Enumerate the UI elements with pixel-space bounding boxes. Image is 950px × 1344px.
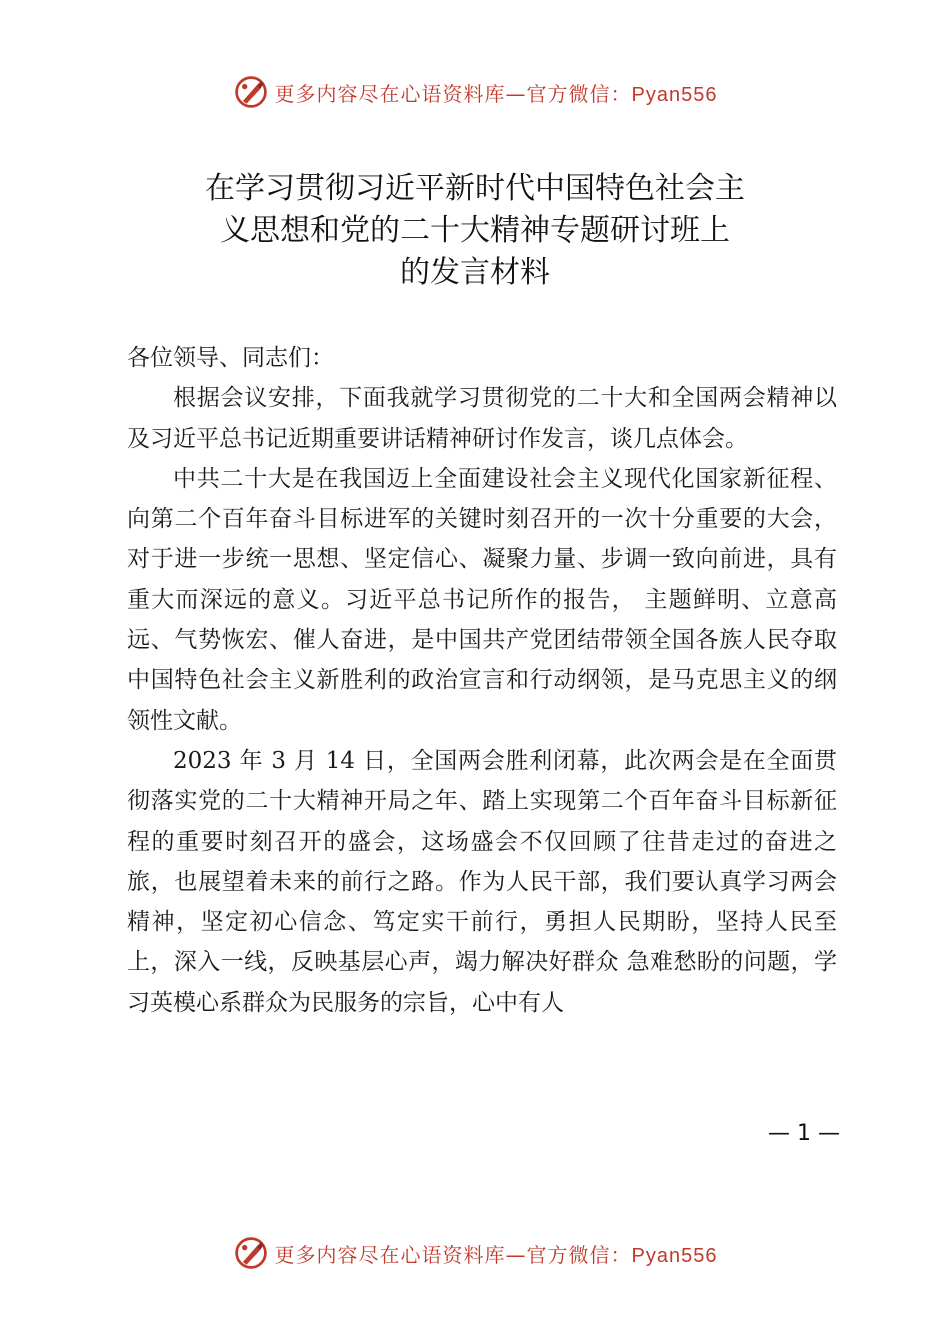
watermark-banner-bottom: [0, 1231, 950, 1275]
pen-nib-logo-icon: [233, 74, 269, 110]
title-line: 在学习贯彻习近平新时代中国特色社会主: [205, 171, 745, 206]
watermark-text: 更多内容尽在心语资料库—官方微信：Pyan556: [274, 81, 718, 106]
greeting: 各位领导、同志们：: [127, 345, 334, 371]
watermark-text: 更多内容尽在心语资料库—官方微信：Pyan556: [274, 1242, 718, 1267]
title-line: 义思想和党的二十大精神专题研讨班上: [220, 213, 730, 248]
paragraph: 2023 年 3 月 14 日，全国两会胜利闭幕，此次两会是在全面贯彻落实党的二十大精神开局之年、踏上实现第二个百年奋斗目标新征程的重要时刻召开的盛会，这场盛会不仅回顾了往昔走过的奋进之旅，也展望着未来的前行之路。作为人民干部，我们要认真学习两会精神，坚定初心信念、笃定实干前行，勇担人民期盼，坚持人民至上，深入一线，反映基层心声，竭力解决好群众 急难愁盼的问题，学习英模心系群众为民服务的宗旨，心中有人: [127, 747, 837, 1016]
pen-nib-logo-icon: [233, 1235, 269, 1271]
title-line: 的发言材料: [400, 255, 550, 290]
document-body: [127, 338, 837, 1023]
document-title: [100, 168, 850, 294]
watermark-banner-top: [0, 70, 950, 114]
paragraph: 根据会议安排，下面我就学习贯彻党的二十大和全国两会精神以及习近平总书记近期重要讲话精神研讨作发言，谈几点体会。: [127, 385, 837, 452]
paragraph: 中共二十大是在我国迈上全面建设社会主义现代化国家新征程、向第二个百年奋斗目标进军的关键时刻召开的一次十分重要的大会，对于进一步统一思想、坚定信心、凝聚力量、步调一致向前进，具有重大而深远的意义。习近平总书记所作的报告， 主题鲜明、立意高远、气势恢宏、催人奋进，是中国共产党团结带领全国各族人民夺取中国特色社会主义新胜利的政治宣言和行动纲领，是马克思主义的纲领性文献。: [127, 465, 837, 734]
page-number: — 1 —: [768, 1121, 840, 1146]
